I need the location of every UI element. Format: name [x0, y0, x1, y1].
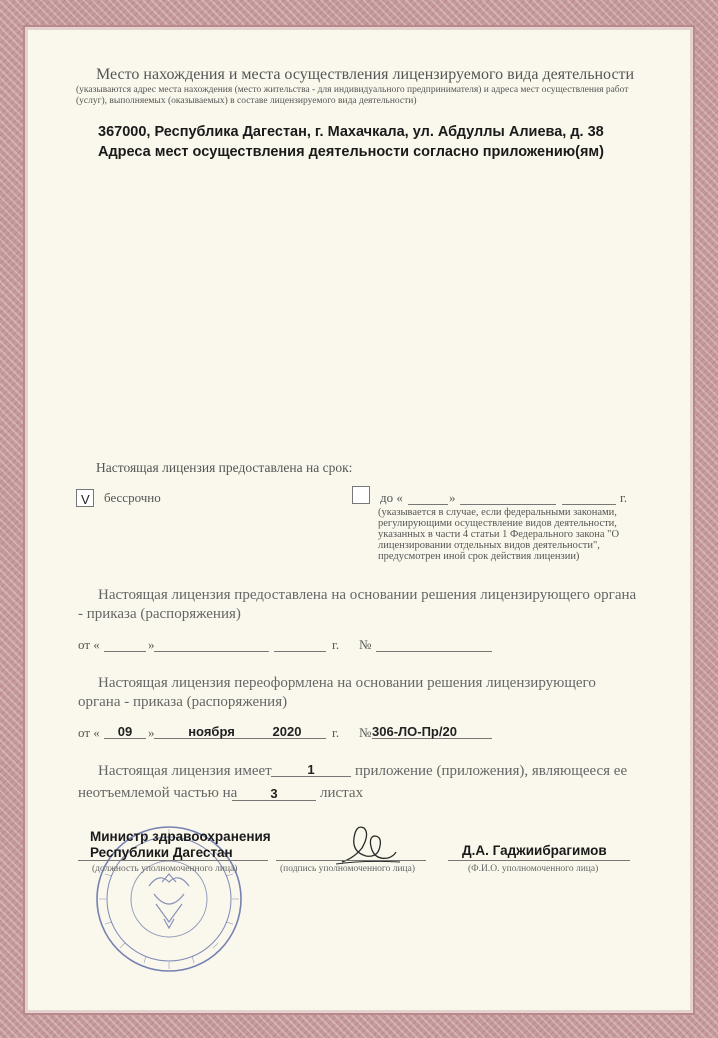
granted-text: Настоящая лицензия предоставлена на основании решения лицензирующего органа - приказа (распоряжения)	[78, 587, 637, 622]
reissued-year-suffix: г.	[332, 725, 340, 740]
until-year-suffix: г.	[620, 490, 628, 505]
until-year-line	[562, 490, 616, 505]
appendix-text-after: приложение (приложения), являющееся ее	[355, 763, 628, 779]
reissued-number: 306-ЛО-Пр/20	[372, 724, 492, 739]
term-label: Настоящая лицензия предоставлена на срок:	[96, 460, 353, 475]
granted-number-line	[376, 637, 492, 652]
granted-year-line	[274, 637, 326, 652]
position-line-2: Республики Дагестан	[90, 845, 233, 860]
address-block	[98, 122, 604, 162]
appendix-sheets: 3	[232, 786, 316, 801]
signatory-position	[90, 829, 271, 861]
appendix-count: 1	[271, 762, 351, 777]
handwritten-signature	[334, 818, 404, 870]
position-line	[78, 860, 268, 861]
unlimited-checkbox[interactable]	[76, 489, 94, 507]
position-caption: (должность уполномоченного лица)	[92, 864, 238, 874]
granted-day-line	[104, 637, 146, 652]
until-label: до «	[380, 490, 403, 505]
granted-number-label: №	[359, 637, 372, 652]
term-note: (указывается в случае, если федеральными законами, регулирующими осуществление видов деятельности, указанных в части 4 статьи 1 Федерального закона "О лицензировании отдельных видов деятельности", предусмотрен иной срок действия лицензии)	[378, 507, 620, 562]
name-line	[448, 860, 630, 861]
until-checkbox[interactable]	[352, 486, 370, 504]
until-close-quote: »	[449, 490, 456, 505]
reissued-day: 09	[104, 724, 146, 739]
reissued-year: 2020	[248, 724, 326, 739]
granted-year-suffix: г.	[332, 637, 340, 652]
reissued-month: ноября	[154, 724, 269, 739]
address-line-1: 367000, Республика Дагестан, г. Махачкала, ул. Абдуллы Алиева, д. 38	[98, 124, 604, 140]
signature-line	[276, 860, 426, 861]
reissued-close-quote: »	[148, 725, 155, 740]
signature-caption: (подпись уполномоченного лица)	[280, 864, 416, 874]
appendix-text-before: Настоящая лицензия имеет	[98, 763, 272, 779]
position-line-1: Министр здравоохранения	[90, 829, 271, 844]
until-day-line	[408, 490, 448, 505]
granted-close-quote: »	[148, 637, 155, 652]
name-caption: (Ф.И.О. уполномоченного лица)	[468, 864, 599, 874]
unlimited-label: бессрочно	[104, 490, 161, 505]
checkbox-mark: V	[81, 492, 90, 507]
header-title: Место нахождения и места осуществления лицензируемого вида деятельности	[96, 66, 635, 83]
signatory-name: Д.А. Гаджиибрагимов	[462, 843, 607, 858]
until-month-line	[460, 490, 556, 505]
address-line-2: Адреса мест осуществления деятельности согласно приложению(ям)	[98, 144, 604, 160]
appendix-line2-before: неотъемлемой частью на	[78, 785, 238, 801]
granted-from-label: от «	[78, 637, 100, 652]
reissued-number-label: №	[359, 725, 372, 740]
header-subtitle: (указываются адрес места нахождения (место жительства - для индивидуального предпринимателя) и адреса мест осуществления работ (услуг), выполняемых (оказываемых) в составе лицензируемого вида деятельности)	[76, 85, 629, 106]
reissued-from-label: от «	[78, 725, 100, 740]
reissued-text: Настоящая лицензия переоформлена на основании решения лицензирующего органа - приказа (распоряжения)	[78, 675, 596, 710]
appendix-line2-after: листах	[320, 785, 364, 801]
granted-month-line	[154, 637, 269, 652]
